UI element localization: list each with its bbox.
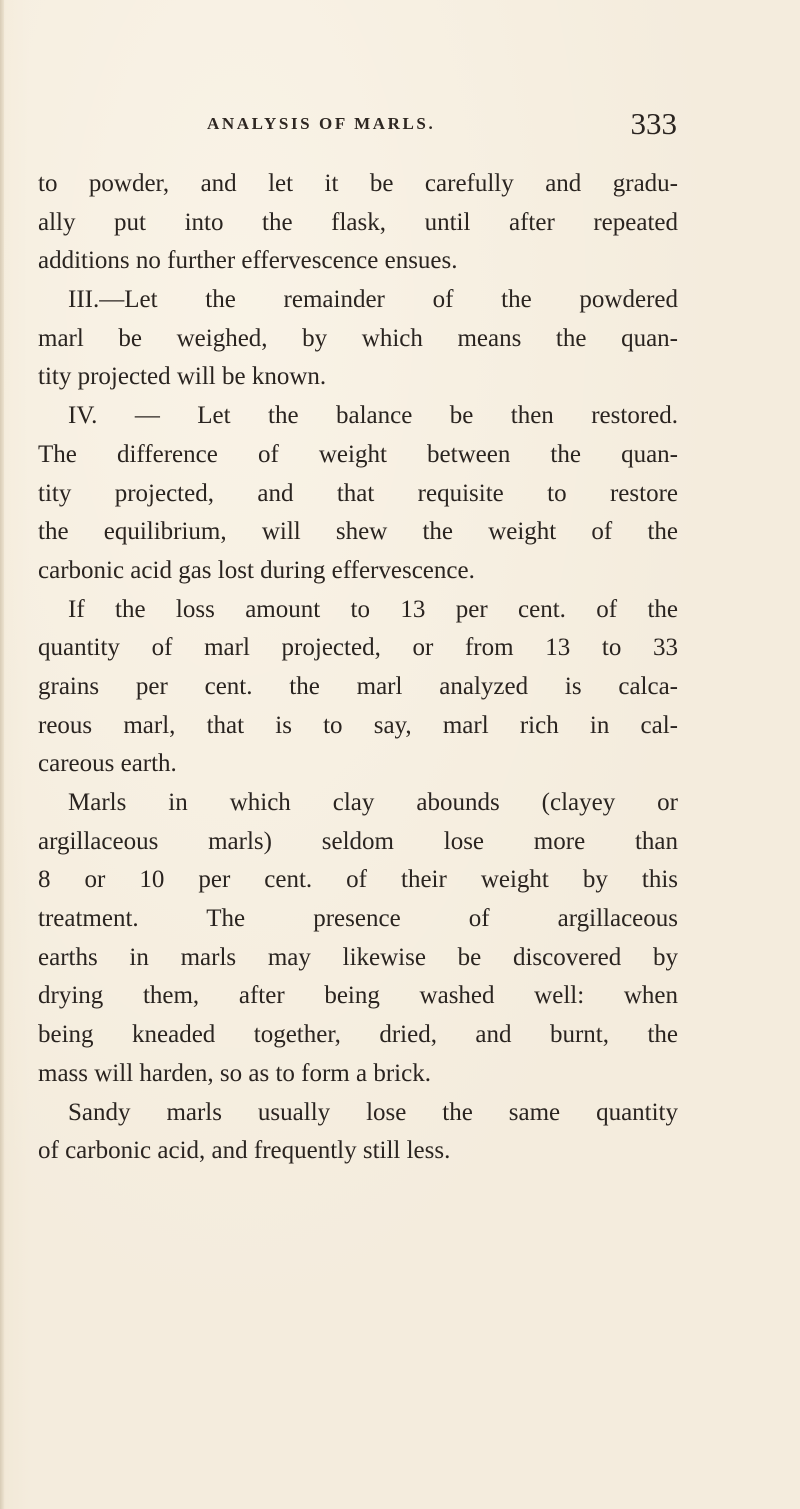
text-line: to powder, and let it be carefully and gradu- (38, 170, 678, 197)
text-line: earths in marls may likewise be discovered by (38, 943, 678, 971)
text-line: of carbonic acid, and frequently still less. (38, 1137, 451, 1165)
text-line: additions no further effervescence ensues. (38, 247, 458, 275)
text-line: If the loss amount to 13 per cent. of the (68, 595, 678, 623)
text-line: careous earth. (38, 750, 177, 778)
text-line: 8 or 10 per cent. of their weight by this (38, 866, 678, 894)
text-line: quantity of marl projected, or from 13 to 33 (38, 634, 678, 662)
text-line: treatment. The presence of argillaceous (38, 905, 678, 933)
text-line: Sandy marls usually lose the same quantity (68, 1098, 678, 1126)
text-line: IV. — Let the balance be then restored. (68, 402, 678, 430)
text-line: ally put into the flask, until after repeated (38, 208, 678, 236)
running-title: ANALYSIS OF MARLS. (207, 114, 436, 133)
text-line: reous marl, that is to say, marl rich in cal- (38, 711, 678, 739)
text-line: The difference of weight between the quan- (38, 440, 678, 468)
running-head (207, 106, 677, 144)
text-line: argillaceous marls) seldom lose more than (38, 827, 678, 855)
text-line: grains per cent. the marl analyzed is calca- (38, 672, 678, 700)
body-text (38, 165, 678, 1171)
text-line: the equilibrium, will shew the weight of the (38, 518, 678, 546)
text-line: tity projected will be known. (38, 363, 327, 391)
text-line: tity projected, and that requisite to restore (38, 479, 678, 507)
text-line: mass will harden, so as to form a brick. (38, 1059, 431, 1087)
text-line: being kneaded together, dried, and burnt, the (38, 1021, 678, 1049)
text-line: III.—Let the remainder of the powdered (68, 286, 678, 314)
text-line: carbonic acid gas lost during effervescence. (38, 556, 475, 584)
text-line: drying them, after being washed well: when (38, 982, 678, 1010)
text-line: marl be weighed, by which means the quan- (38, 324, 678, 352)
page-gutter-edge (0, 0, 4, 1509)
text-line: Marls in which clay abounds (clayey or (68, 789, 678, 816)
page-number: 333 (630, 106, 677, 141)
